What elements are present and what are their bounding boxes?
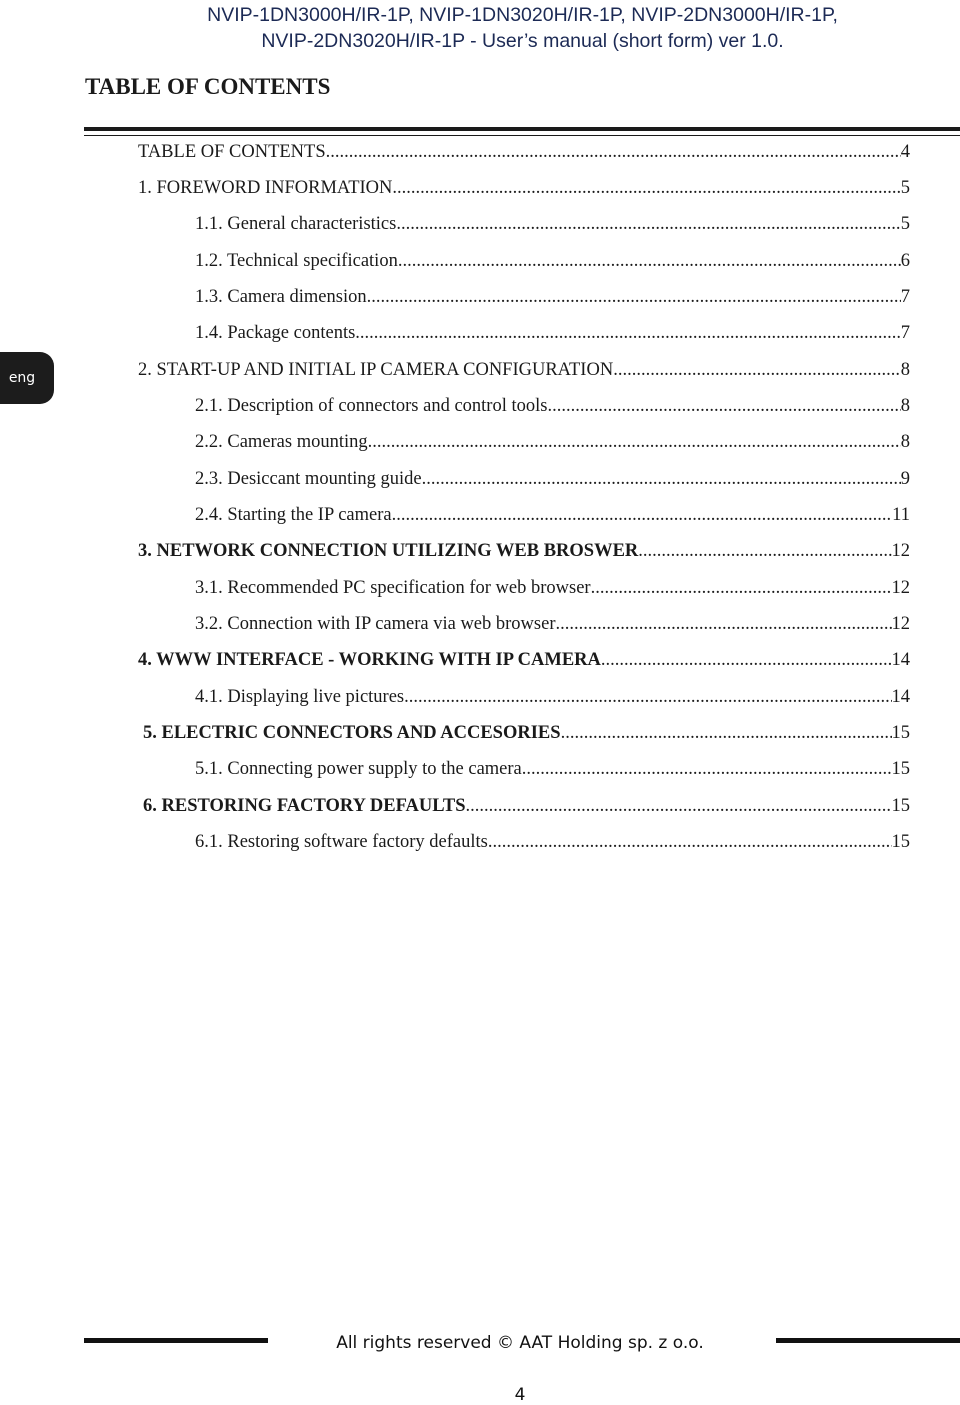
document-header	[0, 2, 960, 54]
toc-entry[interactable]	[138, 142, 910, 172]
toc-leader	[488, 832, 892, 853]
toc-entry-label: 3.2. Connection with IP camera via web browser	[195, 614, 556, 634]
toc-leader	[638, 541, 891, 562]
toc-entry-label: 4. WWW INTERFACE - WORKING WITH IP CAMERA	[138, 650, 601, 670]
toc-entry-page: 8	[900, 396, 910, 416]
toc-entry-label: 2.3. Desiccant mounting guide	[195, 469, 422, 489]
toc-entry-label: 4.1. Displaying live pictures.	[195, 687, 409, 707]
toc-entry-label: 1.3. Camera dimension	[195, 287, 367, 307]
toc-leader	[368, 432, 901, 453]
page-number: 4	[514, 1385, 526, 1405]
toc-entry[interactable]	[138, 360, 910, 390]
toc-entry[interactable]	[138, 650, 910, 680]
toc-leader	[422, 469, 901, 490]
toc-entry-page: 8	[900, 432, 910, 452]
toc-entry-page: 12	[891, 614, 910, 634]
toc-entry-label: 2.1. Description of connectors and control tools	[195, 396, 548, 416]
toc-entry-page: 15	[891, 723, 910, 743]
language-tab-label: eng	[8, 370, 36, 386]
toc-leader	[601, 650, 892, 671]
toc-entry[interactable]	[195, 469, 910, 499]
toc-entry[interactable]	[195, 832, 910, 862]
toc-entry[interactable]	[195, 614, 910, 644]
toc-entry[interactable]	[138, 178, 910, 208]
toc-entry-page: 7	[900, 287, 910, 307]
toc-entry-page: 11	[892, 505, 910, 525]
toc-leader	[367, 287, 901, 308]
toc-entry[interactable]	[195, 214, 910, 244]
toc-entry-page: 14	[891, 650, 910, 670]
toc-entry-page: 7	[900, 323, 910, 343]
toc-entry-page: 12	[891, 578, 910, 598]
toc-leader	[355, 323, 900, 344]
toc-entry-page: 4	[900, 142, 910, 162]
toc-entry[interactable]	[143, 723, 910, 753]
toc-entry[interactable]	[195, 251, 910, 281]
toc-leader	[392, 505, 893, 526]
footer-copyright: All rights reserved © AAT Holding sp. z o.o.	[336, 1333, 704, 1353]
toc-leader	[555, 614, 891, 635]
language-tab	[0, 352, 54, 404]
toc-entry-label: 6.1. Restoring software factory defaults	[195, 832, 488, 852]
toc-leader	[392, 178, 900, 199]
toc-entry[interactable]	[195, 687, 910, 717]
toc-entry-label: 2.2. Cameras mounting	[195, 432, 368, 452]
toc-entry-label: 5. ELECTRIC CONNECTORS AND ACCESORIES	[143, 723, 561, 743]
title-rule-thick	[84, 127, 960, 131]
toc-entry[interactable]	[195, 323, 910, 353]
title-rule-thin	[84, 135, 960, 136]
toc-entry[interactable]	[143, 796, 910, 826]
toc-entry[interactable]	[195, 505, 910, 535]
toc-entry-label: 2. START-UP AND INITIAL IP CAMERA CONFIGURATION	[138, 360, 614, 380]
toc-entry-page: 15	[891, 759, 910, 779]
toc-entry-label: 5.1. Connecting power supply to the camera.	[195, 759, 527, 779]
toc-entry-label: TABLE OF CONTENTS	[138, 142, 326, 162]
toc-entry[interactable]	[195, 759, 910, 789]
toc-leader	[326, 142, 901, 163]
toc-entry[interactable]	[195, 396, 910, 426]
toc-entry[interactable]	[138, 541, 910, 571]
toc-entry-label: 1.2. Technical specification	[195, 251, 398, 271]
toc-leader	[591, 578, 892, 599]
toc-entry-page: 8	[900, 360, 910, 380]
toc-entry[interactable]	[195, 287, 910, 317]
toc-entry-label: 2.4. Starting the IP camera	[195, 505, 392, 525]
toc-leader	[561, 723, 892, 744]
toc-entry-label: 1.4. Package contents	[195, 323, 356, 343]
toc-leader	[466, 796, 892, 817]
toc-leader	[613, 360, 901, 381]
toc-entry[interactable]	[195, 578, 910, 608]
header-line-1: NVIP-1DN3000H/IR-1P, NVIP-1DN3020H/IR-1P, NVIP-2DN3000H/IR-1P,	[207, 4, 838, 26]
toc-leader	[547, 396, 900, 417]
toc-entry-label: 6. RESTORING FACTORY DEFAULTS	[143, 796, 466, 816]
toc-entry-page: 5	[900, 214, 910, 234]
toc-leader	[396, 214, 900, 235]
toc-entry-page: 14	[891, 687, 910, 707]
toc-entry[interactable]	[195, 432, 910, 462]
toc-entry-page: 15	[891, 832, 910, 852]
toc-entry-label: 1. FOREWORD INFORMATION	[138, 178, 393, 198]
toc-entry-label: 1.1. General characteristics	[195, 214, 397, 234]
toc-leader	[409, 687, 892, 708]
toc-leader	[398, 251, 901, 272]
toc-entry-label: 3.1. Recommended PC specification for web browser	[195, 578, 591, 598]
toc-entry-page: 5	[900, 178, 910, 198]
toc-entry-page: 12	[891, 541, 910, 561]
toc-entry-page: 15	[891, 796, 910, 816]
toc-entry-page: 9	[900, 469, 910, 489]
toc-leader	[526, 759, 891, 780]
page-title: TABLE OF CONTENTS	[85, 74, 331, 99]
header-line-2: NVIP-2DN3020H/IR-1P - User’s manual (short form) ver 1.0.	[261, 30, 784, 52]
toc-entry-label: 3. NETWORK CONNECTION UTILIZING WEB BROSWER	[138, 541, 639, 561]
toc-entry-page: 6	[900, 251, 910, 271]
